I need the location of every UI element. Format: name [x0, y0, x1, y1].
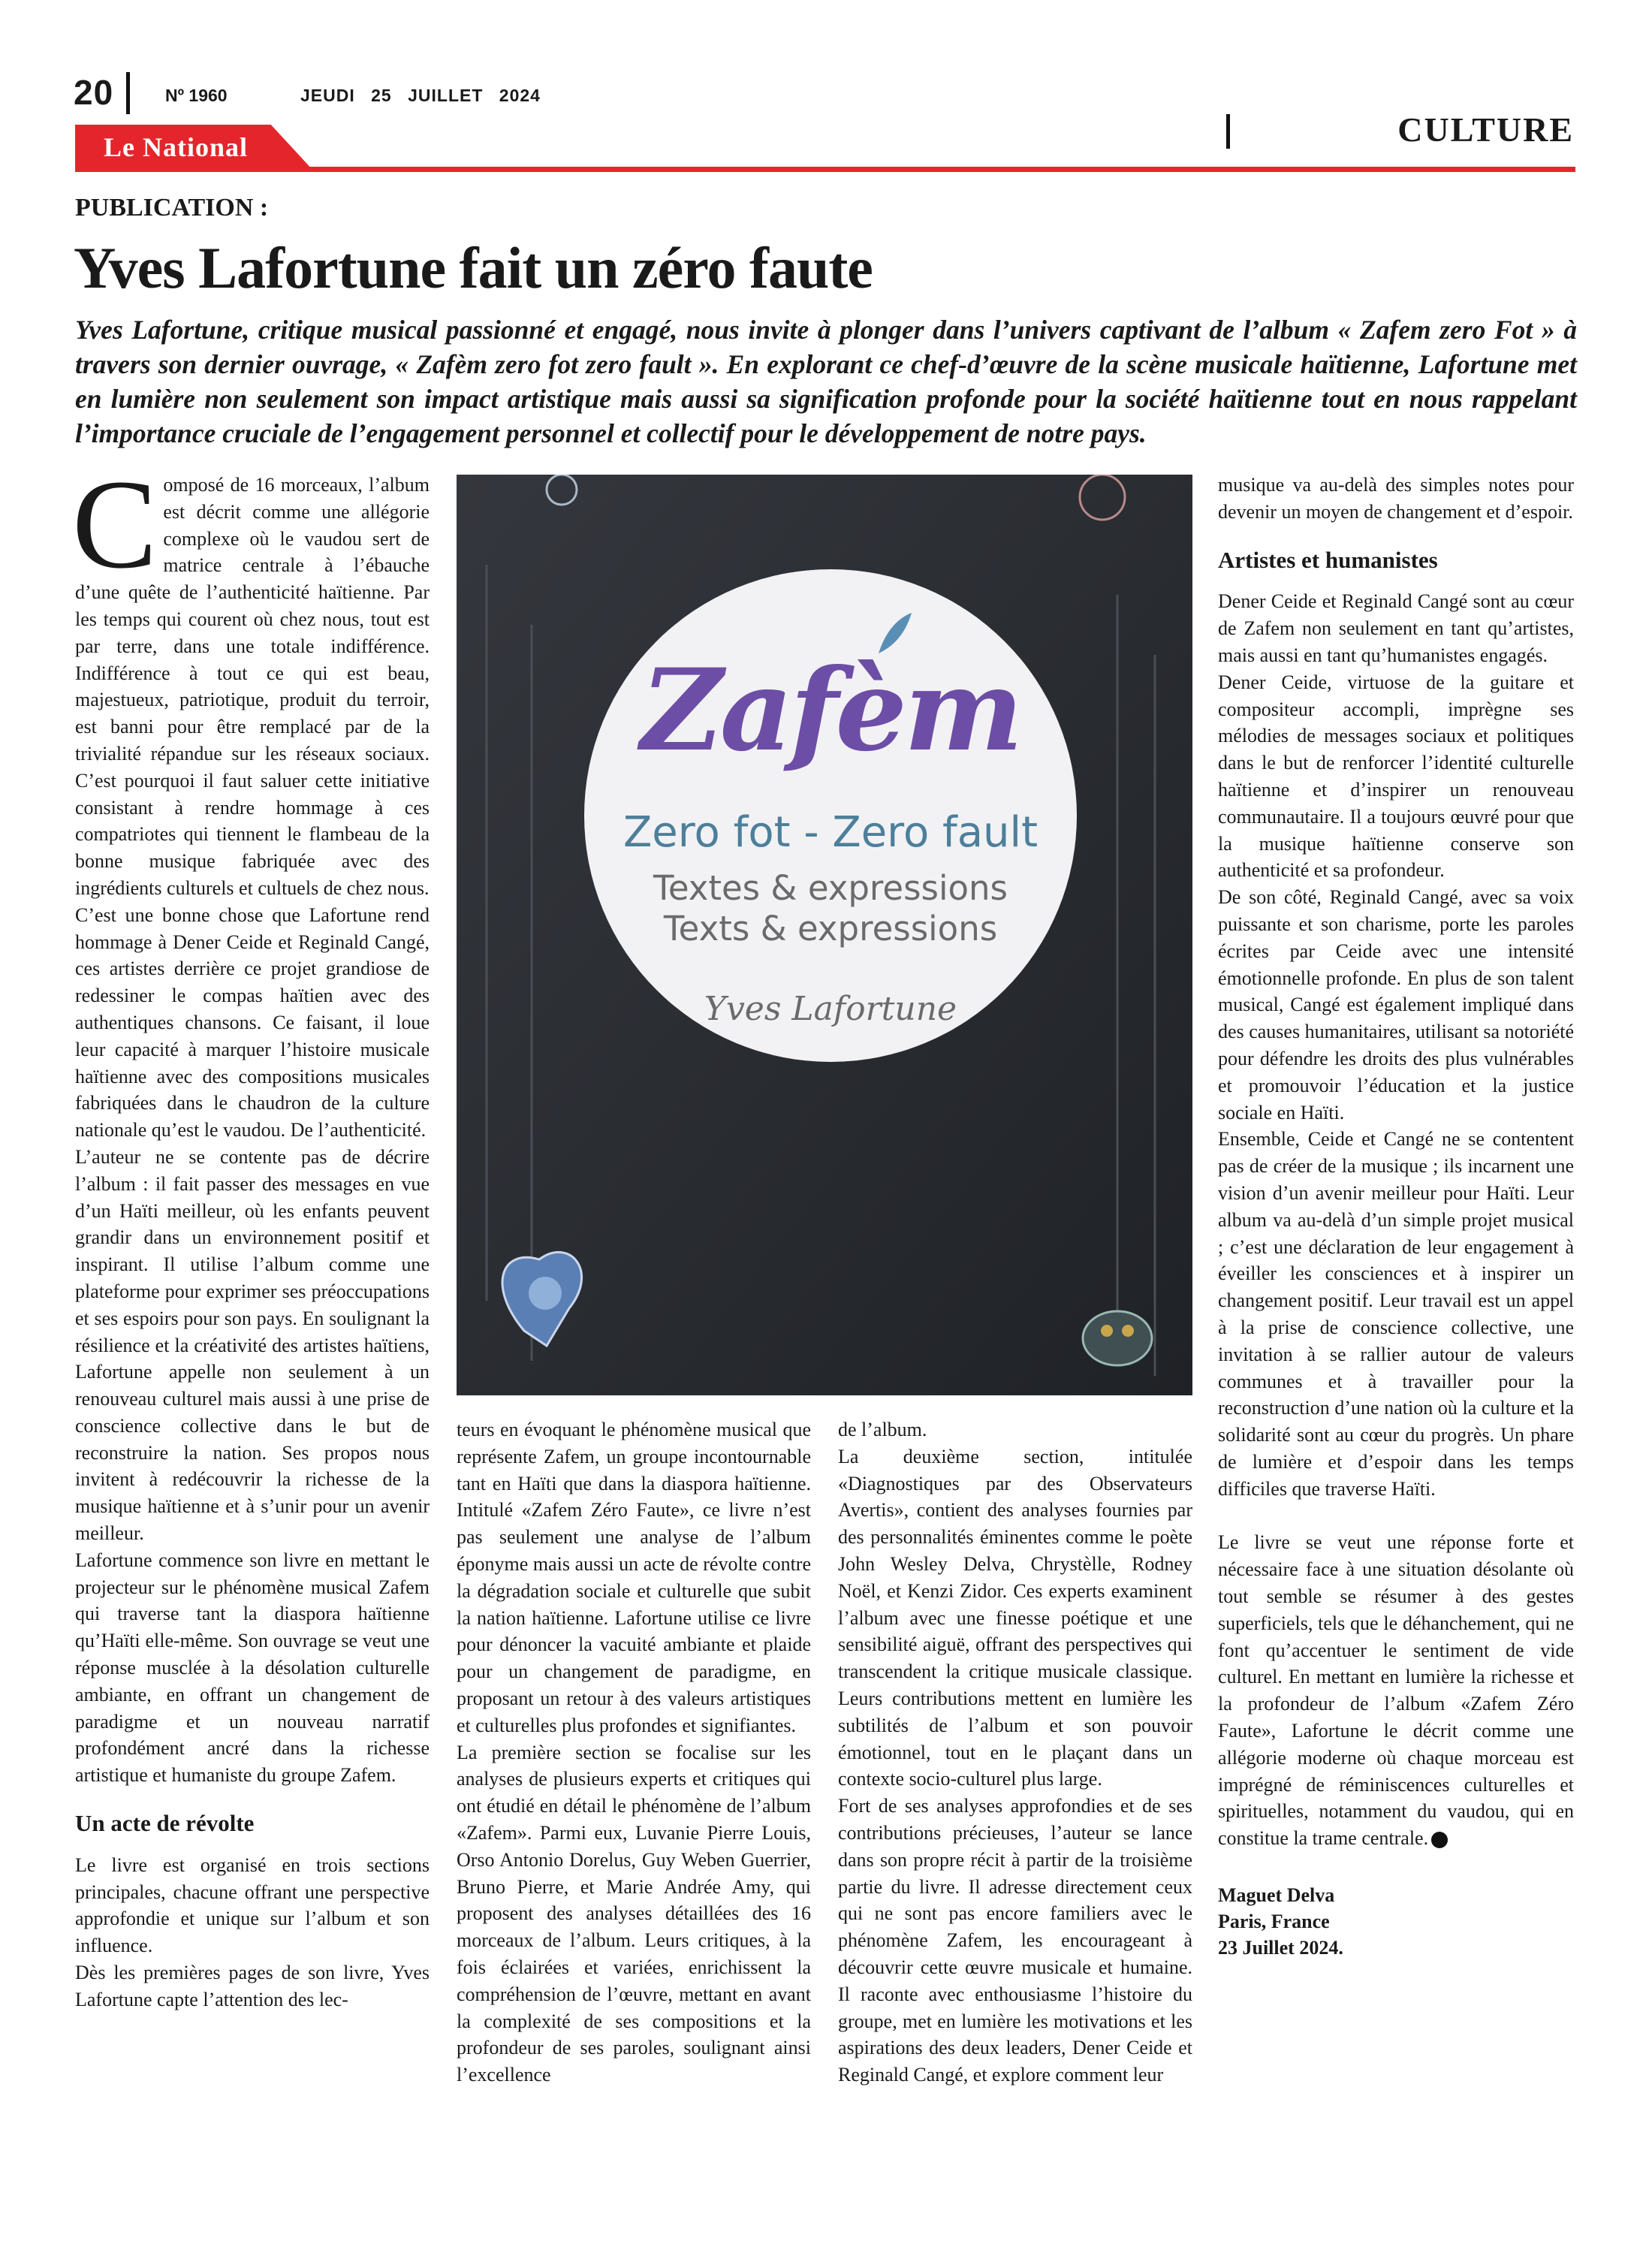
body-paragraph: Le livre est organisé en trois sections principales, chacune offrant une perspective approfondie et unique sur l’album et son influence. — [75, 1853, 430, 1957]
subheading: Artistes et humanistes — [1218, 546, 1438, 573]
body-paragraph: De son côté, Reginald Cangé, avec sa voix puissante et son charisme, porte les paroles écrites par Ceide avec une intensité émotionnelle profonde. En plus de son talent musical, Cangé est également impliqué dans des causes humanitaires, utilisant sa notoriété pour défendre les droits des plus vulnérables et promouvoir l’éducation et la justice sociale en Haïti. — [1218, 886, 1574, 1123]
body-paragraph: musique va au-delà des simples notes pour devenir un moyen de changement et d’espoir. — [1218, 474, 1574, 523]
issue-date: JEUDI 25 JUILLET 2024 — [300, 86, 541, 105]
article-column-1 — [72, 454, 430, 2013]
body-paragraph: teurs en évoquant le phénomène musical que représente Zafem, un groupe incontournable tant en Haïti que dans la diaspora haïtienne. Intitulé «Zafem Zéro Faute», ce livre n’est pas seulement une analyse de l’album éponyme mais aussi un acte de révolte contre la dégradation sociale et culturelle que subit la nation haïtienne. Lafortune utilise ce livre pour dénoncer la vacuité ambiante et plaide pour un changement de paradigme, en proposant un retour à des valeurs artistiques et culturelles plus profondes et signifiantes. — [457, 1419, 811, 1736]
signature-name: Maguet Delva — [1218, 1884, 1335, 1907]
body-paragraph: C’est une bonne chose que Lafortune rend hommage à Dener Ceide et Reginald Cangé, ces artistes derrière ce projet grandiose de redessiner le compas haïtien avec des authentiques chansons. Ce faisant, il loue leur capacité à marquer l’histoire musicale haïtienne avec des compositions musicales fabriquées dans le chaudron de la culture nationale qu’est le vaudou. De l’authenticité. — [75, 903, 430, 1142]
article-column-4 — [1218, 472, 1574, 1961]
cover-line-fr: Textes & expressions — [653, 868, 1008, 908]
article-column-2 — [457, 1416, 811, 2089]
body-paragraph: de l’album. — [838, 1419, 927, 1440]
cover-subtitle: Zero fot - Zero fault — [623, 808, 1039, 857]
page-number: 20 — [74, 73, 114, 112]
article-headline: Yves Lafortune fait un zéro faute — [74, 235, 873, 300]
body-paragraph: L’auteur ne se contente pas de décrire l’album : il fait passer des messages en vue d’un Haïti meilleur, où les enfants peuvent grandir dans un environnement positif et inspirant. Il utilise l’album comme une plateforme pour exprimer ses préoccupations et ses espoirs pour son pays. En soulignant la résilience et la créativité des artistes haïtiens, Lafortune appelle non seulement à un renouveau culturel mais aussi à une prise de conscience collective dans le but de reconstruire la nation. Ses propos nous invitent à redécouvrir la richesse de la musique haïtienne et à s’unir pour un avenir meilleur. — [75, 1145, 430, 1545]
body-paragraph: Dener Ceide, virtuose de la guitare et compositeur accompli, imprègne ses mélodies de messages sociaux et politiques dans le but de renforcer l’identité culturelle haïtienne et d’inspirer un renouveau communautaire. Il a toujours œuvré pour que la musique haïtienne conserve son authenticité et sa profondeur. — [1218, 671, 1574, 882]
section-title: CULTURE — [1397, 110, 1574, 149]
article-lead: Yves Lafortune, critique musical passionné et engagé, nous invite à plonger dans l’univers captivant de l’album « Zafem zero Fot » à travers son dernier ouvrage, « Zafèm zero fot zero fault ». En explorant ce chef-d’œuvre de la scène musicale haïtienne, Lafortune met en lumière non seulement son impact artistique mais aussi sa signification profonde pour la société haïtienne tout en nous rappelant l’importance cruciale de l’engagement personnel et collectif pour le développement de notre pays. — [75, 315, 1577, 448]
zafem-logo: Zafèm — [641, 644, 1020, 777]
beetle-ornament-icon — [1083, 1311, 1152, 1365]
body-paragraph: Composé de 16 morceaux, l’album est décrit comme une allégorie complexe où le vaudou sert de matrice centrale à l’ébauche d’une quête de l’authenticité haïtienne. Par les temps qui courent où chez nous, tout est par terre, dans une totale indifférence. Indifférence à tout ce qui est beau, majestueux, patriotique, produit du terroir, est banni pour être remplacé par de la trivialité répandue sur les réseaux sociaux. C’est pourquoi il faut saluer cette initiative consistant à rendre hommage à ces compatriotes qui tiennent le flambeau de la bonne musique fabriquée avec des ingrédients culturels et cultuels de chez nous. — [72, 454, 430, 899]
page-number-divider — [126, 72, 130, 114]
end-mark-icon — [1431, 1832, 1448, 1848]
issue-number: Nº 1960 — [165, 86, 228, 105]
body-paragraph: Le livre se veut une réponse forte et nécessaire face à une situation désolante où tout semble se résumer à des gestes superficiels, tels que le déhanchement, qui ne font qu’accentuer le sentiment de vide culturel. En mettant en lumière la richesse et la profondeur de l’album «Zafem Zéro Faute», Lafortune le décrit comme une allégorie moderne où chaque morceau est imprégné de réminiscences culturelles et spirituelles, notamment du vaudou, qui en constitue la trame centrale. — [1218, 1531, 1574, 1850]
subheading: Un acte de révolte — [75, 1810, 255, 1837]
newspaper-brand: Le National — [104, 132, 249, 162]
book-cover-photo — [457, 475, 1192, 1395]
cover-disc — [584, 569, 1077, 1062]
signature-date: 23 Juillet 2024. — [1218, 1937, 1343, 1959]
body-paragraph: Ensemble, Ceide et Cangé ne se contentent pas de créer de la musique ; ils incarnent une vision d’un avenir meilleur pour Haïti. Leur album va au-delà d’un simple projet musical ; c’est une déclaration de leur engagement à éveiller les consciences et à inspirer un changement positif. Leur travail est un appel à la prise de conscience collective, une invitation à se rallier autour de valeurs communes et à travailler pour la reconstruction d’une nation où la culture et la solidarité sont au cœur du progrès. Un phare de lumière et d’espoir dans les temps difficiles que traverse Haïti. — [1218, 1128, 1574, 1500]
dropcap: C — [72, 454, 158, 595]
section-divider — [1226, 114, 1230, 149]
body-paragraph: Dener Ceide et Reginald Cangé sont au cœur de Zafem non seulement en tant qu’artistes, mais aussi en tant qu’humanistes engagés. — [1218, 590, 1574, 666]
body-paragraph: La deuxième section, intitulée «Diagnostiques par des Observateurs Avertis», contient des analyses fournies par des personnalités éminentes comme le poète John Wesley Delva, Chrystèlle, Rodney Noël, et Kenzi Zidor. Ces experts examinent l’album avec une finesse poétique et une sensibilité aiguë, offrant des perspectives qui transcendent la critique musicale classique. Leurs contributions mettent en lumière les subtilités de l’album et son pouvoir émotionnel, tout en le plaçant dans un contexte socio-culturel plus large. — [838, 1445, 1192, 1790]
body-paragraph: Fort de ses analyses approfondies et de ses contributions précieuses, l’auteur se lance dans son propre récit à partir de la troisième partie du livre. Il adresse directement ceux qui ne sont pas encore familiers avec le phénomène Zafem, les encourageant à découvrir cette œuvre musicale et humaine. Il raconte avec enthousiasme l’histoire du groupe, met en lumière les motivations et les aspirations des deux leaders, Dener Ceide et Reginald Cangé, et explore comment leur — [838, 1795, 1192, 2086]
signature — [1218, 1882, 1574, 1961]
signature-place: Paris, France — [1218, 1911, 1330, 1933]
article-kicker: PUBLICATION : — [75, 194, 269, 222]
body-paragraph: Lafortune commence son livre en mettant le projecteur sur le phénomène musical Zafem qui traverse tant la diaspora haïtienne qu’Haïti elle-même. Son ouvrage se veut une réponse musclée à la désolation culturelle ambiante, en offrant un changement de paradigme et un nouveau narratif profondément ancré dans la richesse artistique et humaniste du groupe Zafem. — [75, 1549, 430, 1787]
body-paragraph: Dès les premières pages de son livre, Yves Lafortune capte l’attention des lec- — [75, 1962, 430, 2010]
body-paragraph: La première section se focalise sur les analyses de plusieurs experts et critiques qui ont étudié en détail le phénomène de l’album «Zafem». Parmi eux, Luvanie Pierre Louis, Orso Antonio Dorelus, Guy Weben Guerrier, Bruno Pierre, et Marie Andrée Amy, qui proposent des analyses détaillées des 16 morceaux de l’album. Leurs critiques, à la fois éclairées et variées, enrichissent la compréhension de l’œuvre, mettant en avant la complexité de ses compositions et la profondeur de ses paroles, soulignant ainsi l’excellence — [457, 1741, 811, 2086]
cover-line-en: Texts & expressions — [663, 909, 998, 949]
cover-author-signature: Yves Lafortune — [704, 990, 957, 1028]
article-column-3 — [838, 1416, 1192, 2089]
